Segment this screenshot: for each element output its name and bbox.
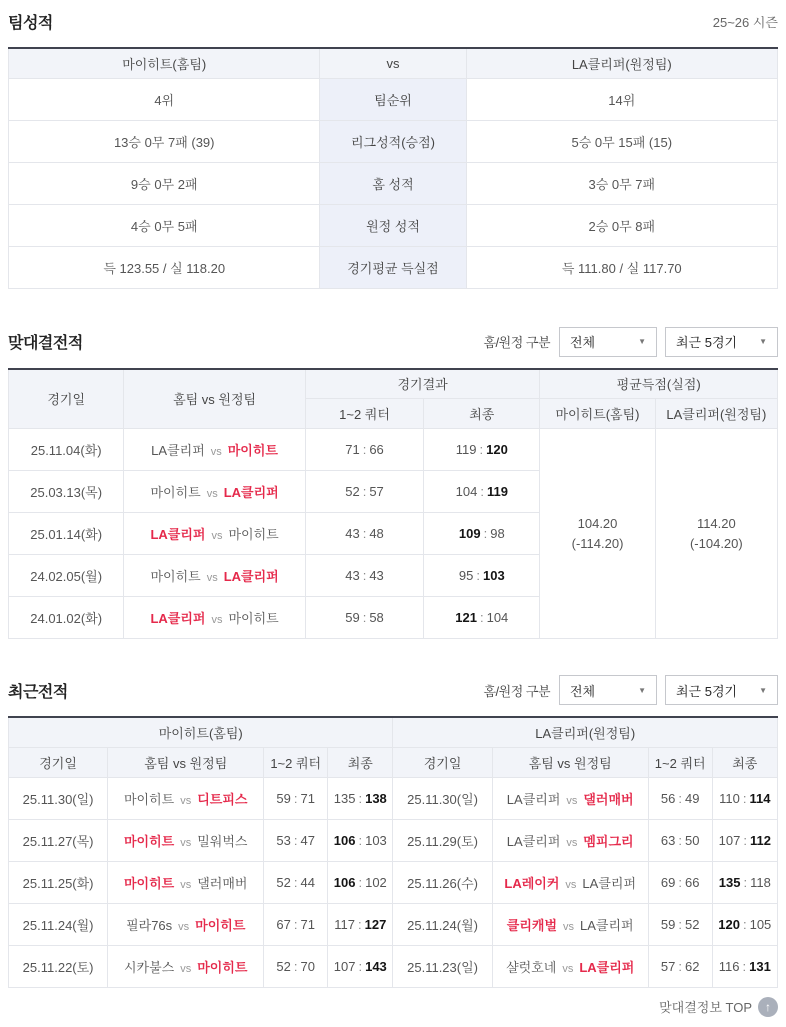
away-team-name: LA클리퍼 [223,569,279,584]
avg-points: 114.20 [696,516,736,531]
score-colon: : [358,958,363,974]
quarter-score-cell [264,777,328,819]
away-score: 102 [365,874,387,890]
head-to-head-table [8,368,778,640]
away-score: 114 [749,790,771,806]
home-score: 59 [276,790,291,806]
matchup-cell [108,777,264,819]
matchup-cell [124,471,305,513]
home-score: 106 [333,874,356,890]
score-colon: : [742,790,747,806]
season-label: 25~26 시즌 [712,14,778,30]
home-stat-cell: 13승 0무 7패 (39) [9,120,320,162]
game-date-cell: 25.11.26(수) [393,861,492,903]
away-team-name: 마이히트 [197,959,248,975]
home-score: 52 [276,874,291,890]
avg-points-allowed: (-104.20) [689,535,743,551]
home-team-name: 마이히트 [150,485,201,500]
away-score: 70 [300,958,315,974]
matchup-cell [108,903,264,945]
team-stats-row [9,246,778,288]
chevron-down-icon: ▼ [638,337,646,346]
score-colon: : [293,874,298,890]
recent-record-table [8,716,778,988]
h2h-venue-select[interactable] [559,327,657,357]
vs-label: vs [566,794,578,807]
score-colon: : [678,916,682,932]
team-stats-title: 팀성적 [8,14,53,32]
away-score: 52 [684,916,700,932]
away-team-name: 멤피그리 [583,833,634,849]
score-colon: : [362,484,367,499]
game-date-cell: 25.11.24(월) [393,903,492,945]
away-stat-cell: 14위 [466,78,777,120]
h2h-matchup-header: 홈팀 vs 원정팀 [124,369,305,429]
matchup-cell [108,819,264,861]
away-team-name: LA클리퍼 [223,485,279,500]
team-stats-home-team-header: 마이히트(홈팀) [9,48,320,78]
away-stat-cell: 3승 0무 7패 [466,162,777,204]
recent-home-quarter-header: 1~2 쿼터 [264,747,328,777]
stat-label-cell: 홈 성적 [320,162,466,204]
stat-label-cell: 리그성적(승점) [320,120,466,162]
recent-away-group-header: LA클리퍼(원정팀) [393,717,778,747]
home-score: 57 [660,958,676,974]
away-score: 105 [749,916,772,932]
score-colon: : [678,958,682,974]
home-score: 43 [345,568,360,583]
final-score-cell [328,861,393,903]
away-score: 112 [749,832,771,848]
team-stats-row [9,78,778,120]
score-colon: : [358,874,363,890]
recent-home-matchup-header: 홈팀 vs 원정팀 [108,747,264,777]
away-team-name: 디트피스 [197,791,248,807]
quarter-score-cell [305,429,423,471]
home-team-name: 시카불스 [124,959,175,975]
home-team-name: LA클리퍼 [151,443,205,458]
matchup-cell [492,777,648,819]
head-to-head-row [9,429,778,471]
vs-label: vs [563,920,575,933]
home-score: 95 [458,568,474,583]
quarter-score-cell [264,945,328,987]
vs-label: vs [180,836,192,849]
avg-home-cell [540,429,655,639]
away-score: 62 [684,958,700,974]
venue-filter-label: 홈/원정 구분 [483,683,550,699]
avg-away-cell [655,429,777,639]
vs-label: vs [206,572,218,584]
score-colon: : [362,442,367,457]
recent-record-section [8,675,778,988]
matchup-cell [492,819,648,861]
chevron-down-icon: ▼ [759,337,767,346]
recent-venue-select[interactable] [559,675,657,705]
game-date-cell: 25.11.27(목) [9,819,108,861]
final-score-cell [328,903,393,945]
game-date-cell: 25.11.30(일) [9,777,108,819]
away-team-name: 밀워벅스 [197,833,248,849]
recent-record-filters [483,675,778,705]
score-colon: : [483,526,488,541]
team-stats-row [9,162,778,204]
vs-label: vs [566,836,578,849]
away-team-name: 마이히트 [195,917,246,933]
home-score: 135 [718,874,741,890]
quarter-score-cell [648,903,712,945]
chevron-down-icon: ▼ [759,685,767,695]
final-score-cell [424,471,540,513]
avg-points-allowed: (-114.20) [571,535,624,551]
vs-label: vs [206,488,218,500]
home-stat-cell: 4위 [9,78,320,120]
away-team-name: 댈러매버 [583,791,634,807]
away-team-name: LA클리퍼 [580,917,634,933]
matchup-cell [108,861,264,903]
away-score: 43 [369,568,384,583]
home-team-name: 클리캐벌 [506,917,558,933]
home-team-name: LA레이커 [504,875,560,891]
team-stats-section [8,6,778,289]
game-date-cell: 25.03.13(목) [9,471,124,513]
away-score: 103 [365,832,387,848]
recent-record-title: 최근전적 [8,683,68,701]
final-score-cell [424,555,540,597]
game-date-cell: 25.11.29(토) [393,819,492,861]
home-team-name: 필라76s [126,917,173,933]
final-score-cell [328,777,393,819]
team-stats-body [9,78,778,288]
up-arrow-circle-icon: ↑ [758,997,778,1017]
away-score: 127 [364,916,387,932]
away-score: 103 [482,568,505,583]
vs-label: vs [211,530,223,542]
score-colon: : [362,526,367,541]
home-stat-cell: 4승 0무 5패 [9,204,320,246]
game-date-cell: 25.11.22(토) [9,945,108,987]
home-team-name: LA클리퍼 [506,791,561,807]
recent-record-header-row [8,675,778,705]
home-team-name: LA클리퍼 [150,527,206,542]
home-score: 107 [333,958,356,974]
quarter-score-cell [305,471,423,513]
away-score: 118 [750,874,771,890]
home-score: 107 [718,832,741,848]
away-score: 71 [300,790,315,806]
game-date-cell: 24.02.05(월) [9,555,124,597]
home-team-name: LA클리퍼 [506,833,561,849]
score-colon: : [742,916,747,932]
recent-venue-select-value: 전체 [570,683,596,699]
vs-label: vs [211,614,223,626]
vs-label: vs [565,878,577,891]
team-stats-row [9,204,778,246]
game-date-cell: 25.11.30(일) [393,777,492,819]
score-colon: : [743,832,747,848]
quarter-score-cell [264,903,328,945]
score-colon: : [480,484,484,499]
team-stats-table [8,47,778,289]
score-colon: : [362,568,367,583]
recent-home-date-header: 경기일 [9,747,108,777]
h2h-avg-group-header: 평균득점(실점) [540,369,778,399]
home-team-name: 마이히트 [150,569,201,584]
home-score: 43 [345,526,360,541]
chevron-down-icon: ▼ [638,685,646,695]
home-team-name: 마이히트 [124,833,175,849]
score-colon: : [678,790,682,806]
score-colon: : [678,874,682,890]
game-date-cell: 25.11.04(화) [9,429,124,471]
final-score-cell [712,903,777,945]
home-score: 104 [455,484,478,499]
recent-away-final-header: 최종 [712,747,777,777]
away-score: 120 [486,442,508,457]
team-stats-away-team-header: LA클리퍼(원정팀) [466,48,777,78]
quarter-score-cell [305,597,423,639]
matchup-cell [492,903,648,945]
away-team-name: LA클리퍼 [582,875,636,891]
away-stat-cell: 5승 0무 15패 (15) [466,120,777,162]
score-colon: : [479,610,484,625]
h2h-venue-select-value: 전체 [570,335,596,350]
home-stat-cell: 9승 0무 2패 [9,162,320,204]
home-score: 56 [660,790,676,806]
home-score: 135 [333,790,356,806]
home-team-name: 마이히트 [124,875,175,891]
matchup-cell [124,429,305,471]
score-colon: : [476,568,480,583]
score-colon: : [362,610,367,625]
score-colon: : [358,832,363,848]
score-colon: : [293,790,298,806]
away-stat-cell: 득 111.80 / 실 117.70 [466,246,777,288]
home-score: 121 [455,610,477,625]
away-score: 98 [490,526,505,541]
quarter-score-cell [648,861,712,903]
away-score: 50 [684,832,700,848]
home-score: 117 [334,916,355,932]
away-team-name: 마이히트 [228,611,279,626]
away-score: 66 [684,874,700,890]
away-score: 131 [749,958,771,974]
vs-label: vs [178,920,190,933]
away-score: 66 [369,442,384,457]
score-colon: : [293,958,298,974]
home-score: 59 [345,610,360,625]
matchup-cell [492,861,648,903]
team-stats-row [9,120,778,162]
home-score: 69 [660,874,676,890]
away-team-name: 댈러매버 [197,875,248,891]
score-colon: : [678,832,682,848]
home-score: 53 [276,832,291,848]
final-score-cell [328,945,393,987]
home-score: 67 [276,916,291,932]
away-score: 47 [300,832,315,848]
head-to-head-body [9,429,778,639]
recent-record-row [9,777,778,819]
quarter-score-cell [264,861,328,903]
game-date-cell: 25.01.14(화) [9,513,124,555]
vs-label: vs [210,446,222,458]
back-to-top-link[interactable] [8,997,778,1017]
away-score: 138 [365,790,387,806]
stat-label-cell: 경기평균 득실점 [320,246,466,288]
home-score: 59 [660,916,676,932]
final-score-cell [712,777,777,819]
h2h-date-header: 경기일 [9,369,124,429]
recent-away-quarter-header: 1~2 쿼터 [648,747,712,777]
score-colon: : [743,874,748,890]
h2h-avg-away-header: LA클리퍼(원정팀) [655,399,777,429]
quarter-score-cell [648,819,712,861]
score-colon: : [358,790,363,806]
recent-range-select-value: 최근 5경기 [676,683,738,699]
score-colon: : [742,958,747,974]
game-date-cell: 25.11.24(월) [9,903,108,945]
score-colon: : [357,916,362,932]
final-score-cell [424,429,540,471]
avg-points: 104.20 [577,516,618,531]
recent-home-final-header: 최종 [328,747,393,777]
back-to-top-label: 맞대결정보 TOP [659,1000,752,1015]
away-team-name: LA클리퍼 [579,959,635,975]
away-score: 119 [486,484,508,499]
score-colon: : [293,916,298,932]
quarter-score-cell [648,945,712,987]
home-score: 109 [458,526,481,541]
matchup-cell [124,555,305,597]
matchup-cell [124,513,305,555]
away-score: 48 [369,526,384,541]
home-score: 106 [333,832,356,848]
head-to-head-filters [483,327,778,357]
recent-home-group-header: 마이히트(홈팀) [9,717,393,747]
recent-record-row [9,861,778,903]
venue-filter-label: 홈/원정 구분 [483,335,550,350]
quarter-score-cell [264,819,328,861]
head-to-head-title: 맞대결전적 [8,335,83,352]
home-team-name: LA클리퍼 [150,611,206,626]
h2h-quarter-header: 1~2 쿼터 [305,399,423,429]
final-score-cell [712,861,777,903]
vs-label: vs [180,794,192,807]
home-score: 110 [719,790,740,806]
away-team-name: 마이히트 [227,443,278,458]
game-date-cell: 25.11.23(일) [393,945,492,987]
final-score-cell [424,597,540,639]
away-score: 57 [369,484,384,499]
vs-label: vs [562,962,574,975]
recent-record-row [9,945,778,987]
home-score: 116 [718,958,740,974]
home-stat-cell: 득 123.55 / 실 118.20 [9,246,320,288]
home-score: 63 [660,832,676,848]
recent-away-date-header: 경기일 [393,747,492,777]
matchup-cell [124,597,305,639]
away-stat-cell: 2승 0무 8패 [466,204,777,246]
final-score-cell [424,513,540,555]
recent-record-row [9,819,778,861]
team-stats-header-row [8,6,778,36]
stat-label-cell: 원정 성적 [320,204,466,246]
away-score: 49 [684,790,700,806]
game-date-cell: 25.11.25(화) [9,861,108,903]
away-team-name: 마이히트 [228,527,279,542]
h2h-range-select[interactable] [665,327,778,357]
matchup-cell [108,945,264,987]
away-score: 58 [369,610,384,625]
quarter-score-cell [305,555,423,597]
vs-label: vs [180,962,192,975]
final-score-cell [328,819,393,861]
away-score: 104 [486,610,509,625]
h2h-result-group-header: 경기결과 [305,369,540,399]
game-date-cell: 24.01.02(화) [9,597,124,639]
vs-label: vs [180,878,192,891]
team-stats-vs-header: vs [320,48,466,78]
recent-record-row [9,903,778,945]
score-colon: : [293,832,298,848]
recent-record-body [9,777,778,987]
away-score: 143 [365,958,387,974]
h2h-range-select-value: 최근 5경기 [676,335,738,350]
away-score: 44 [300,874,315,890]
h2h-avg-home-header: 마이히트(홈팀) [540,399,655,429]
head-to-head-section [8,327,778,640]
home-team-name: 샬럿호네 [506,959,557,975]
quarter-score-cell [648,777,712,819]
recent-range-select[interactable] [665,675,778,705]
head-to-head-header-row [8,327,778,357]
final-score-cell [712,819,777,861]
home-score: 71 [345,442,360,457]
away-score: 71 [300,916,315,932]
matchup-cell [492,945,648,987]
home-score: 119 [455,442,477,457]
recent-away-matchup-header: 홈팀 vs 원정팀 [492,747,648,777]
score-colon: : [479,442,484,457]
home-score: 52 [276,958,291,974]
home-score: 120 [718,916,740,932]
home-team-name: 마이히트 [124,791,175,807]
home-score: 52 [345,484,360,499]
final-score-cell [712,945,777,987]
quarter-score-cell [305,513,423,555]
stat-label-cell: 팀순위 [320,78,466,120]
h2h-final-header: 최종 [424,399,540,429]
